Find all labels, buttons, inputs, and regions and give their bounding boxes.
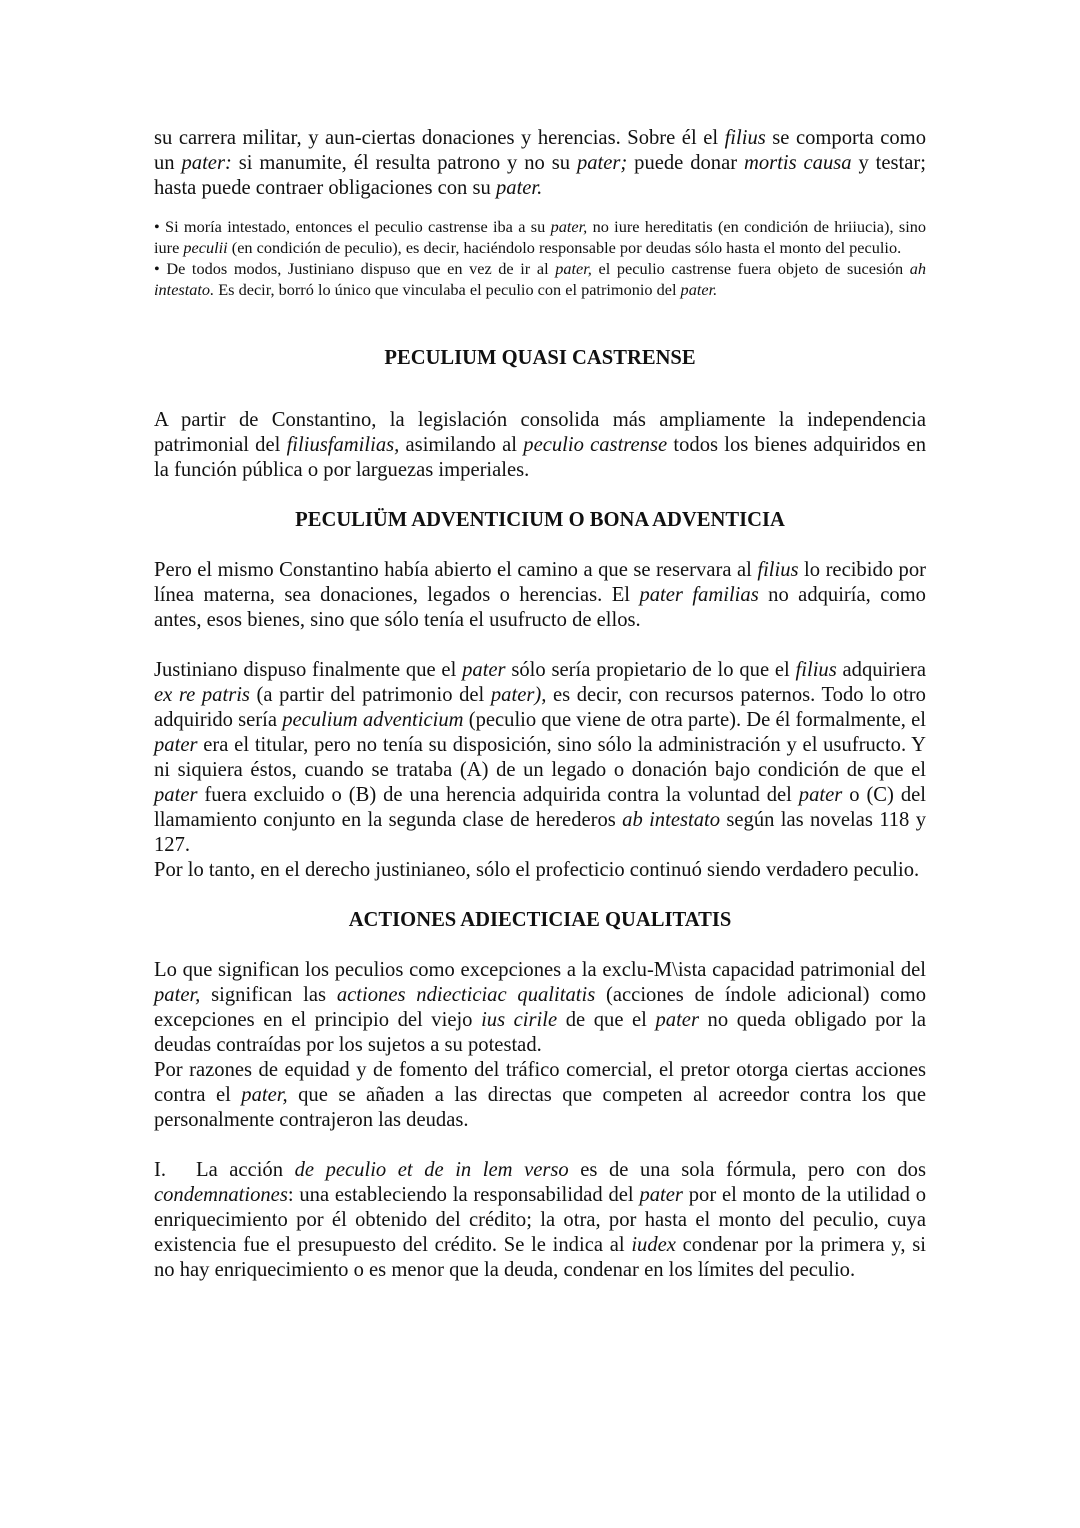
text-run: (en condición de peculio), es decir, haciéndolo responsable por deudas sólo hasta el monto del peculio. xyxy=(227,238,902,257)
text-run: Lo que significan los peculios como excepciones a la exclu-M\ista capacidad patrimonial del xyxy=(154,959,926,981)
text-run: y testar; hasta puede contraer obligaciones con su xyxy=(154,152,926,199)
text-run: según las novelas 118 y 127. xyxy=(154,809,926,856)
text-run: no queda obligado por la deudas contraídas por los sujetos a su potestad. xyxy=(154,1009,926,1056)
italic-term: pater, xyxy=(555,259,592,278)
text-run: por el monto de la utilidad o enriquecimiento por él obtenido del crédito; la otra, por hasta el monto del peculio, cuya existencia fue el presupuesto del crédito. Se le indica al xyxy=(154,1184,926,1256)
italic-term: de peculio et de in lem verso xyxy=(294,1159,569,1181)
text-run: puede donar xyxy=(627,152,744,174)
text-run: su carrera militar, y aun-ciertas donaciones y herencias. Sobre él el xyxy=(154,127,725,149)
italic-term: filius xyxy=(795,659,837,681)
italic-term: mortis causa xyxy=(744,152,852,174)
text-run: o (C) del llamamiento conjunto en la segunda clase de herederos xyxy=(154,784,926,831)
text-run: no adquiría, como antes, esos bienes, sino que sólo tenía el usufructo de ellos. xyxy=(154,584,926,631)
italic-term: peculium adventicium xyxy=(282,709,464,731)
italic-term: pater xyxy=(462,659,506,681)
text-run: condenar por la primera y, si no hay enriquecimiento o es menor que la deuda, condenar en los límites del peculio. xyxy=(154,1234,926,1281)
italic-term: pater, xyxy=(550,217,588,236)
italic-term: filius xyxy=(724,127,766,149)
italic-term: condemnationes xyxy=(154,1184,288,1206)
italic-term: pater xyxy=(798,784,843,806)
text-run: no iure hereditatis (en condición de hriiucia), sino iure xyxy=(154,217,926,257)
paragraph-justiniano xyxy=(154,658,926,858)
italic-term: pater familias xyxy=(639,584,759,606)
italic-term: actiones ndiecticiac qualitatis xyxy=(336,984,596,1006)
text-run: sólo sería propietario de lo que el xyxy=(505,659,796,681)
italic-term: ah intestato. xyxy=(154,259,927,299)
italic-term: filiusfamilias, xyxy=(286,434,400,456)
text-run: si manumite, él resulta patrono y no su xyxy=(231,152,577,174)
text-run: • Si moría intestado, entonces el peculio castrense iba a su xyxy=(154,217,551,236)
paragraph-constantino xyxy=(154,408,926,483)
text-run: fuera excluido o (B) de una herencia adquirida contra la voluntad del xyxy=(197,784,799,806)
text-run: (acciones de índole adicional) como excepciones en el principio del viejo xyxy=(154,984,926,1031)
text-run: La acción xyxy=(196,1159,295,1181)
italic-term: ab intestato xyxy=(622,809,721,831)
text-run: • De todos modos, Justiniano dispuso que en vez de ir al xyxy=(154,259,556,278)
italic-term: peculio castrense xyxy=(523,434,668,456)
text-run: todos los bienes adquiridos en la función pública o por larguezas imperiales. xyxy=(154,434,926,481)
italic-term: ius cirile xyxy=(481,1009,558,1031)
text-run: significan las xyxy=(200,984,337,1006)
text-run: lo recibido por línea materna, sea donaciones, legados o herencias. El xyxy=(154,559,926,606)
italic-term: pater: xyxy=(181,152,232,174)
text-run: (peculio que viene de otra parte). De él formalmente, el xyxy=(463,709,926,731)
text-run: el peculio castrense fuera objeto de sucesión xyxy=(591,259,910,278)
text-run: es de una sola fórmula, pero con dos xyxy=(568,1159,926,1181)
italic-term: pater, xyxy=(154,984,201,1006)
italic-term: pater xyxy=(639,1184,683,1206)
heading-actiones-adiecticiae: ACTIONES ADIECTICIAE QUALITATIS xyxy=(348,909,732,931)
paragraph-accion-de-peculio xyxy=(154,1158,926,1283)
paragraph-linea-materna xyxy=(154,558,926,633)
italic-term: ex re patris xyxy=(154,684,250,706)
text-run: Por lo tanto, en el derecho justinianeo, sólo el profecticio continuó siendo verdadero peculio. xyxy=(154,859,920,881)
note-intestate xyxy=(154,216,926,258)
text-run: es decir, con recursos paternos. Todo lo otro adquirido sería xyxy=(154,684,926,731)
italic-term: pater. xyxy=(680,280,718,299)
text-run: asimilando al xyxy=(399,434,524,456)
italic-term: pater xyxy=(154,734,198,756)
text-run: que se añaden a las directas que competen al acreedor contra los que personalmente contrajeron las deudas. xyxy=(154,1084,926,1131)
note-justinian xyxy=(154,258,926,300)
italic-term: pater), xyxy=(490,684,547,706)
italic-term: pater xyxy=(655,1009,699,1031)
text-run: Pero el mismo Constantino había abierto el camino a que se reservara al xyxy=(154,559,758,581)
document-page xyxy=(154,126,926,1283)
paragraph-excepciones xyxy=(154,958,926,1058)
italic-term: peculii xyxy=(183,238,228,257)
italic-term: iudex xyxy=(631,1234,676,1256)
text-run: A partir de Constantino, la legislación consolida más ampliamente la independencia patrimonial del xyxy=(154,409,926,456)
italic-term: pater xyxy=(154,784,198,806)
heading-peculium-adventicium: PECULIÜM ADVENTICIUM O BONA ADVENTICIA xyxy=(295,509,785,531)
text-run: (a partir del patrimonio del xyxy=(249,684,491,706)
text-run: adquiriera xyxy=(836,659,927,681)
paragraph-accion-text xyxy=(154,1159,926,1281)
text-run: era el titular, pero no tenía su disposición, sino sólo la administración y el usufructo. Y ni siquiera éstos, cuando se trataba (A) de un legado o donación bajo condición de que el xyxy=(154,734,926,781)
text-run: se comporta como un xyxy=(154,127,927,174)
text-run: Por razones de equidad y de fomento del tráfico comercial, el pretor otorga ciertas acciones contra el xyxy=(154,1059,926,1106)
italic-term: pater, xyxy=(241,1084,288,1106)
heading-peculium-quasi-castrense: PECULIUM QUASI CASTRENSE xyxy=(384,347,696,369)
list-marker: I. xyxy=(154,1159,167,1181)
italic-term: pater. xyxy=(495,177,543,199)
text-run: de que el xyxy=(557,1009,656,1031)
paragraph-pretor xyxy=(154,1058,926,1133)
text-run: : una estableciendo la responsabilidad del xyxy=(287,1184,640,1206)
notes-block xyxy=(154,216,926,300)
text-run: Justiniano dispuso finalmente que el xyxy=(154,659,463,681)
text-run: Es decir, borró lo único que vinculaba el peculio con el patrimonio del xyxy=(214,280,681,299)
paragraph-peculium-castrense-end xyxy=(154,126,926,201)
paragraph-profecticio xyxy=(154,858,926,883)
italic-term: filius xyxy=(757,559,799,581)
italic-term: pater; xyxy=(576,152,628,174)
